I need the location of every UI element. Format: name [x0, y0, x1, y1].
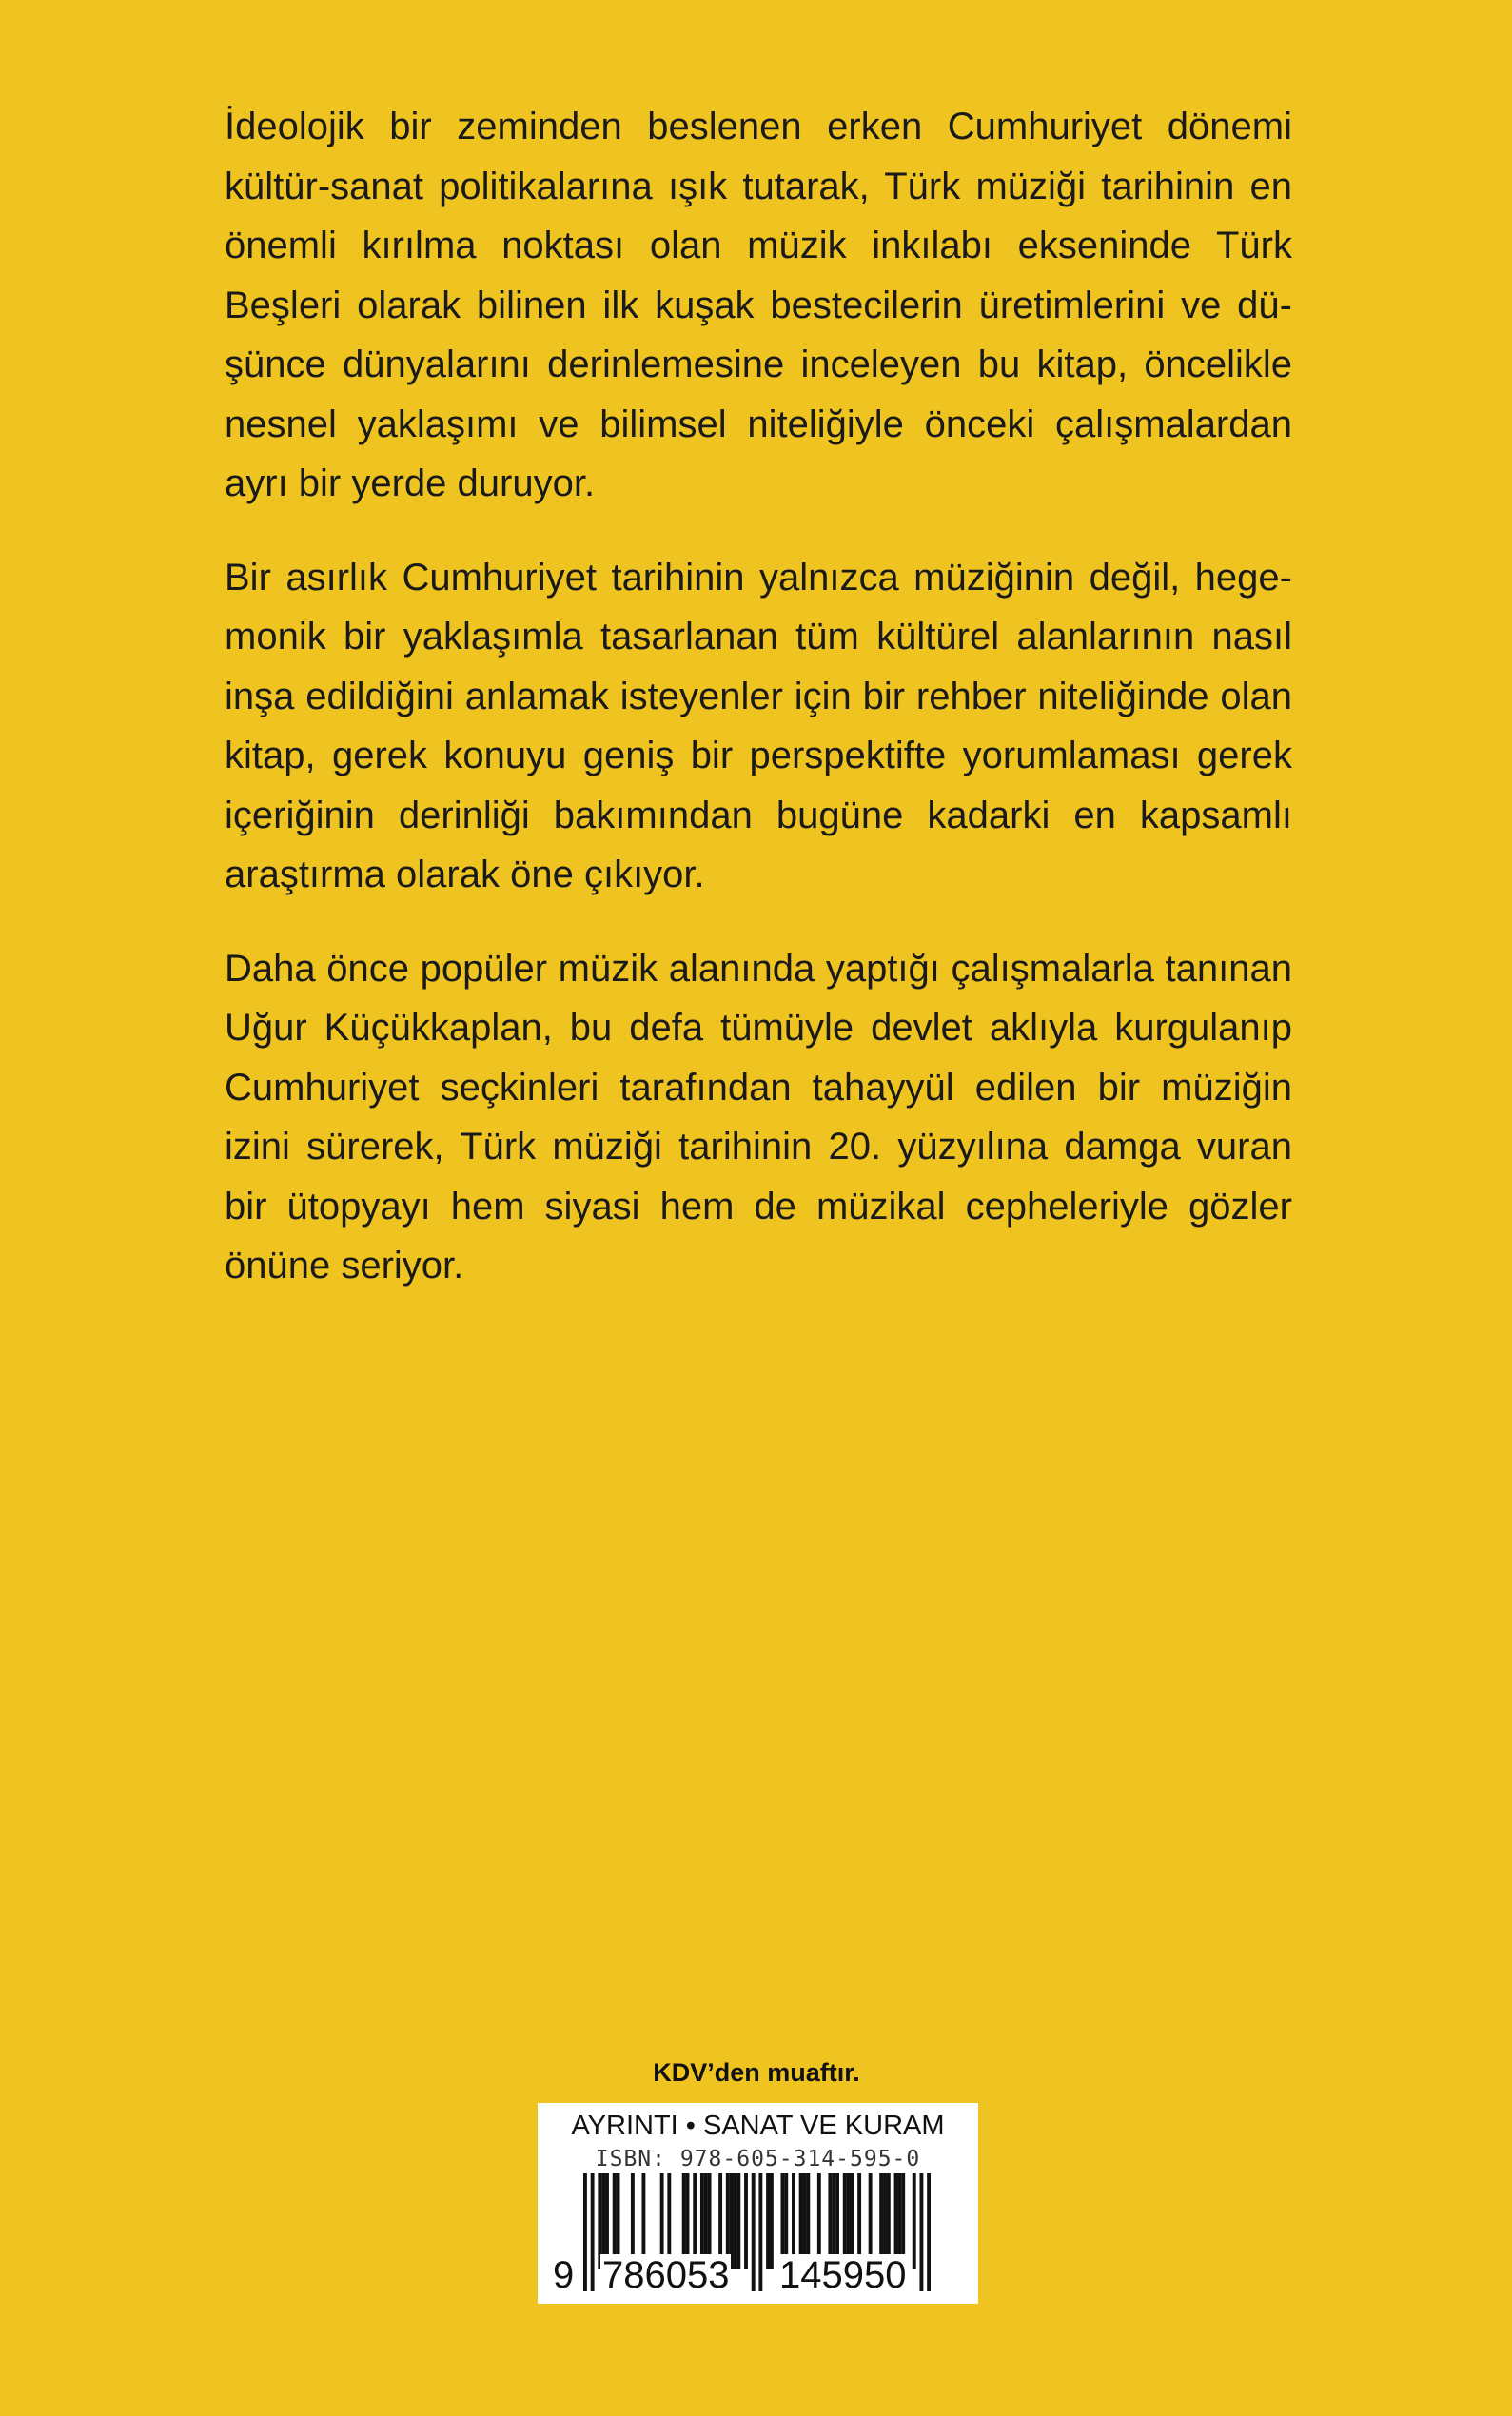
barcode-bar: [770, 2173, 774, 2269]
barcode-bar: [919, 2173, 923, 2291]
blurb-paragraph-2: Bir asırlık Cumhuriyet tarihinin yalnızca müziğinin değil, hegemonik bir yaklaşımla tasarlanan tüm kültürel alanlarının nasıl inşa edildiğini anlamak isteyenler için bir rehber niteliğinde olan kitap, gerek konuyu geniş bir perspektifte yorumlaması gerek içeriğinin derinliği bakımından bugüne kadarki en kapsamlı araştırma olarak öne çıkıyor.: [225, 556, 1292, 895]
barcode-bar: [752, 2173, 756, 2291]
barcode-bar: [913, 2173, 916, 2269]
tax-exemption-note: KDV’den muaftır.: [653, 2058, 860, 2087]
blurb-paragraph-1: İdeolojik bir zeminden beslenen erken Cumhuriyet dönemi kültür-sanat politikalarına ışık tutarak, Türk müziği tarihinin en önemli kırılma noktası olan müzik inkılabı ekseninde Türk Beşleri olarak bilinen ilk kuşak bestecilerin üretimlerini ve düşünce dünyalarını derinlemesine inceleyen bu kitap, öncelikle nesnel yaklaşımı ve bilimsel niteliğiyle önceki çalışmalardan ayrı bir yerde duruyor.: [225, 106, 1292, 504]
barcode-digits-left: 786053: [602, 2254, 730, 2296]
publisher-series: AYRINTI • SANAT VE KURAM: [571, 2111, 945, 2141]
barcode-digits-right: 145950: [779, 2254, 907, 2296]
barcode-bar: [734, 2173, 737, 2269]
barcode-bar: [583, 2173, 587, 2291]
isbn-text: ISBN: 978-605-314-595-0: [595, 2147, 921, 2171]
barcode-bar: [766, 2173, 770, 2269]
barcode-bar: [744, 2173, 748, 2269]
barcode-digit-lead: 9: [553, 2254, 575, 2296]
barcode-bar: [591, 2173, 595, 2291]
blurb-paragraph-3: Daha önce popüler müzik alanında yaptığı çalışmalarla tanınan Uğur Küçükkaplan, bu defa tümüyle devlet aklıyla kurgulanıp Cumhuriyet seçkinleri tarafından tahayyül edilen bir müziğin izini sürerek, Türk müziği tarihinin 20. yüzyılına damga vuran bir ütopyayı hem siyasi hem de müzikal cepheleriyle gözler önüne seriyor.: [225, 947, 1292, 1287]
barcode-panel: [538, 2103, 978, 2304]
barcode-bar: [758, 2173, 762, 2291]
barcode-bar: [927, 2173, 931, 2291]
back-cover-blurb: [225, 97, 1292, 1330]
barcode-bar: [736, 2173, 740, 2269]
